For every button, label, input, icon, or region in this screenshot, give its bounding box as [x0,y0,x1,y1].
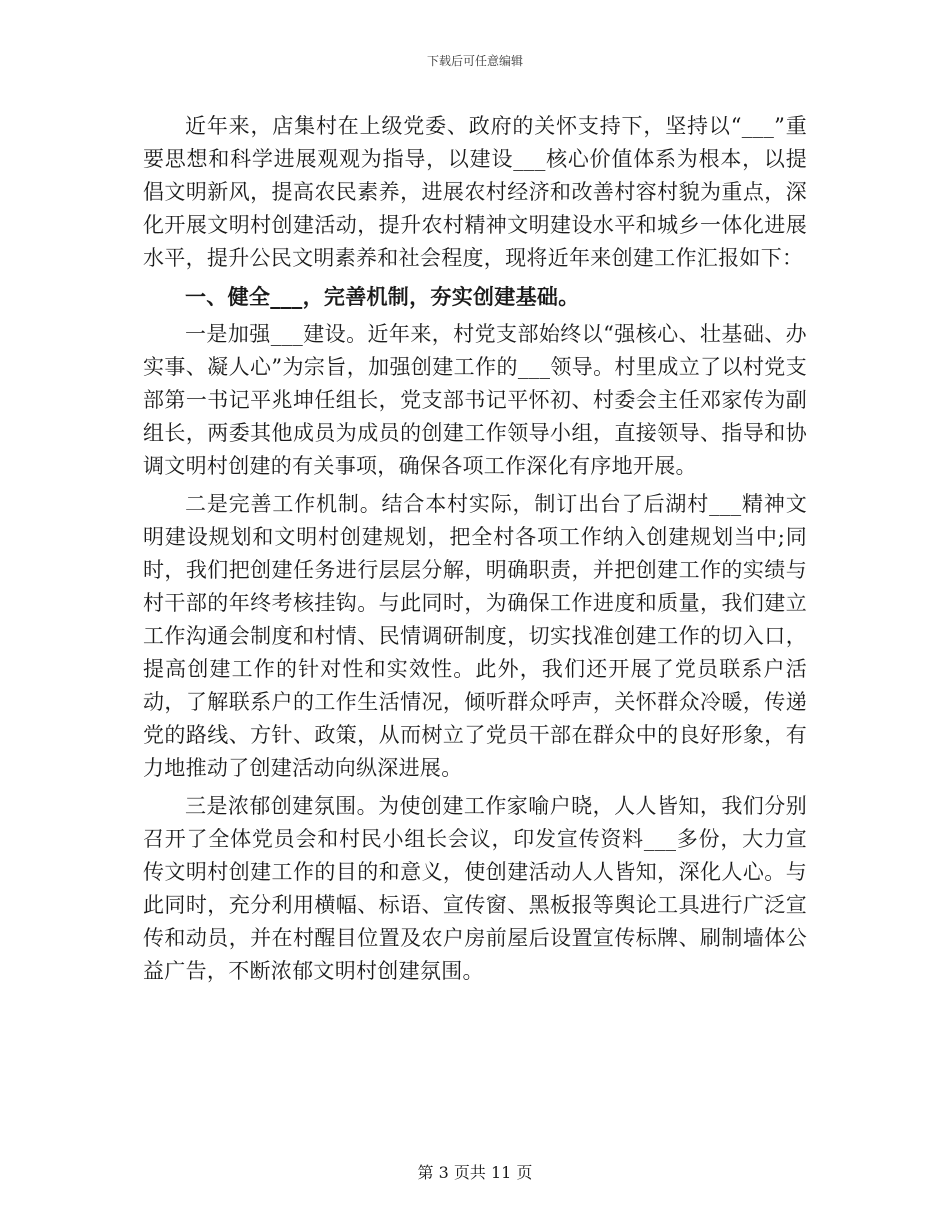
intro-paragraph: 近年来，店集村在上级党委、政府的关怀支持下，坚持以“___”重要思想和科学进展观观为指导，以建设___核心价值体系为根本，以提倡文明新风，提高农民素养，进展农村经济和改善村容村貌为重点，深化开展文明村创建活动，提升农村精神文明建设水平和城乡一体化进展水平，提升公民文明素养和社会程度，现将近年来创建工作汇报如下： [143,114,807,270]
paragraph-1: 一是加强___建设。近年来，村党支部始终以“强核心、壮基础、办实事、凝人心”为宗旨，加强创建工作的___领导。村里成立了以村党支部第一书记平兆坤任组长，党支部书记平怀初、村委会主任邓家传为副组长，两委其他成员为成员的创建工作领导小组，直接领导、指导和协调文明村创建的有关事项，确保各项工作深化有序地开展。 [143,322,807,478]
paragraph-3: 三是浓郁创建氛围。为使创建工作家喻户晓，人人皆知，我们分别召开了全体党员会和村民小组长会议，印发宣传资料___多份，大力宣传文明村创建工作的目的和意义，使创建活动人人皆知，深化人心。与此同时，充分利用横幅、标语、宣传窗、黑板报等舆论工具进行广泛宣传和动员，并在村醒目位置及农户房前屋后设置宣传标牌、刷制墙体公益广告，不断浓郁文明村创建氛围。 [143,794,807,983]
page-footer: 第 3 页共 11 页 [417,1163,533,1182]
paragraph-2: 二是完善工作机制。结合本村实际，制订出台了后湖村___精神文明建设规划和文明村创建规划，把全村各项工作纳入创建规划当中;同时，我们把创建任务进行层层分解，明确职责，并把创建工作的实绩与村干部的年终考核挂钩。与此同时，为确保工作进度和质量，我们建立工作沟通会制度和村情、民情调研制度，切实找准创建工作的切入口，提高创建工作的针对性和实效性。此外，我们还开展了党员联系户活动，了解联系户的工作生活情况，倾听群众呼声，关怀群众冷暖，传递党的路线、方针、政策，从而树立了党员干部在群众中的良好形象，有力地推动了创建活动向纵深进展。 [143,492,807,780]
page-header: 下载后可任意编辑 [426,54,523,68]
section-heading: 一、健全___，完善机制，夯实创建基础。 [185,284,580,309]
document-body [143,110,807,988]
